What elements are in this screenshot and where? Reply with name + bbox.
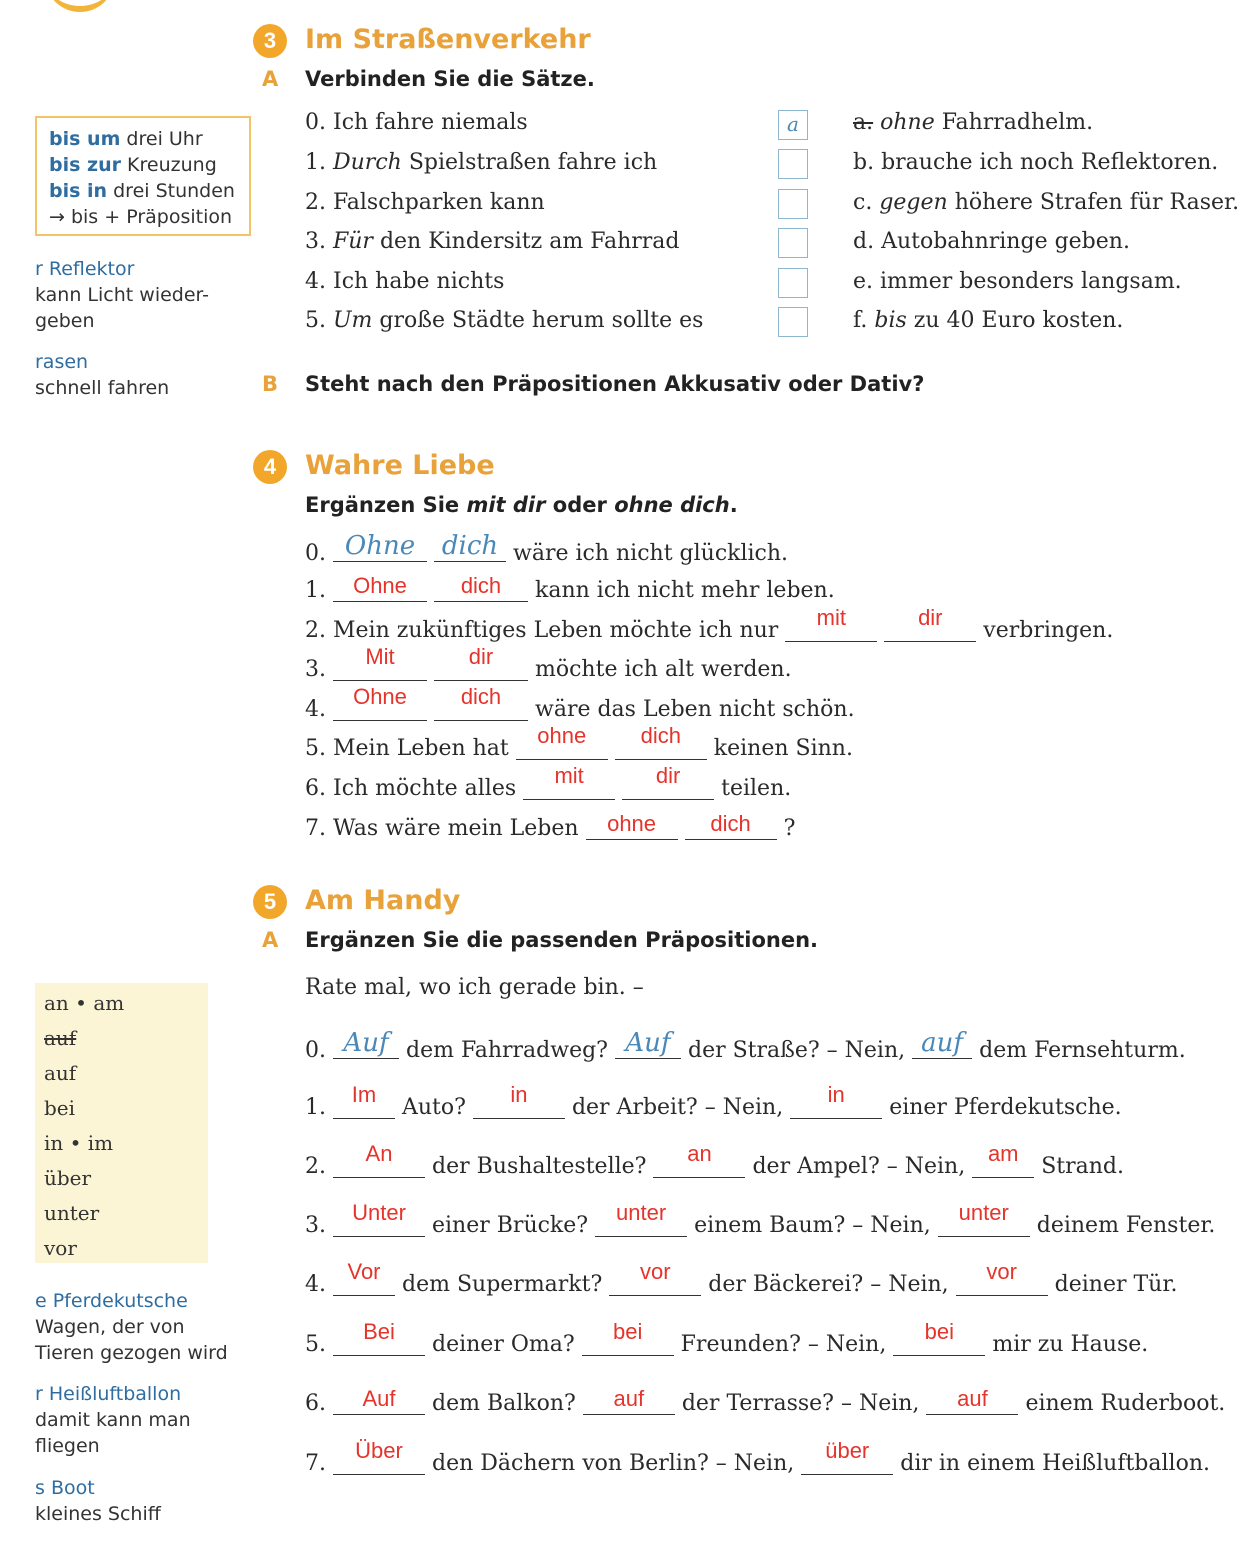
instruction: Steht nach den Präpositionen Akkusativ oder Dativ?	[305, 372, 925, 396]
grammar-text-3: drei Stunden	[113, 180, 235, 202]
fill-blank[interactable]: unter	[938, 1212, 1030, 1237]
fill-blank[interactable]: Mit	[333, 656, 427, 681]
word-box	[35, 983, 208, 1263]
glossary-term: rasen	[35, 351, 89, 373]
matching-right-item: b. brauche ich noch Reflektoren.	[853, 150, 1219, 175]
matching-left-item: 0. Ich fahre niemals	[305, 110, 528, 135]
answer-box[interactable]	[778, 268, 808, 298]
fill-blank[interactable]: unter	[595, 1212, 687, 1237]
exercise-line: 5. Bei deiner Oma? bei Freunden? – Nein, bei mir zu Hause.	[305, 1319, 1149, 1357]
matching-right-item: a. ohne Fahrradhelm.	[853, 110, 1094, 135]
fill-blank[interactable]: bei	[582, 1331, 674, 1356]
glossary-term: r Reflektor	[35, 258, 135, 280]
fill-blank[interactable]: auf	[926, 1390, 1018, 1415]
exercise-line: 6. Ich möchte alles mit dir teilen.	[305, 763, 792, 801]
exercise-line: 7. Was wäre mein Leben ohne dich ?	[305, 811, 796, 841]
exercise-line: 3. Mit dir möchte ich alt werden.	[305, 644, 792, 682]
glossary-definition: kann Licht wieder-	[35, 284, 209, 306]
matching-left-item: 3. Für den Kindersitz am Fahrrad	[305, 229, 680, 254]
fill-blank[interactable]: Auf	[333, 1390, 425, 1415]
section-number-badge: 5	[253, 885, 287, 919]
fill-blank[interactable]: An	[333, 1153, 425, 1178]
word-box-item: über	[44, 1166, 92, 1190]
fill-blank[interactable]: dich	[685, 815, 777, 840]
grammar-box	[35, 116, 251, 236]
glossary-term: r Heißluftballon	[35, 1383, 182, 1405]
fill-blank[interactable]: Ohne	[333, 537, 427, 562]
glossary-definition: kleines Schiff	[35, 1503, 161, 1525]
fill-blank[interactable]: Im	[333, 1094, 395, 1119]
exercise-line: 3. Unter einer Brücke? unter einem Baum? – Nein, unter deinem Fenster.	[305, 1200, 1216, 1238]
fill-blank[interactable]: ohne	[516, 735, 608, 760]
grammar-text-1: drei Uhr	[126, 128, 203, 150]
fill-blank[interactable]: vor	[609, 1271, 701, 1296]
fill-blank[interactable]: auf	[583, 1390, 675, 1415]
part-letter: B	[262, 372, 279, 396]
answer-box[interactable]	[778, 228, 808, 258]
fill-blank[interactable]: ohne	[586, 815, 678, 840]
instruction: Verbinden Sie die Sätze.	[305, 67, 595, 91]
glossary-pferdekutsche	[35, 1288, 228, 1366]
exercise-line: 1. Im Auto? in der Arbeit? – Nein, in einer Pferdekutsche.	[305, 1082, 1122, 1120]
grammar-rule: → bis + Präposition	[49, 206, 233, 228]
fill-blank[interactable]: an	[653, 1153, 745, 1178]
word-box-item-used: auf	[44, 1026, 77, 1050]
section-title: Im Straßenverkehr	[305, 24, 591, 55]
fill-blank[interactable]: Bei	[333, 1331, 425, 1356]
matching-right-item: f. bis zu 40 Euro kosten.	[853, 308, 1124, 333]
matching-left-item: 4. Ich habe nichts	[305, 269, 505, 294]
exercise-line: 6. Auf dem Balkon? auf der Terrasse? – Nein, auf einem Ruderboot.	[305, 1386, 1226, 1416]
fill-blank[interactable]: Vor	[333, 1271, 395, 1296]
exercise-line: 5. Mein Leben hat ohne dich keinen Sinn.	[305, 723, 853, 761]
grammar-bold-3: bis in	[49, 180, 108, 202]
fill-blank[interactable]: Ohne	[333, 577, 427, 602]
section-number-badge: 3	[253, 24, 287, 58]
answer-box[interactable]	[778, 189, 808, 219]
fill-blank[interactable]: vor	[956, 1271, 1048, 1296]
matching-right-item: c. gegen höhere Strafen für Raser.	[853, 190, 1240, 215]
fill-blank[interactable]: dich	[434, 577, 528, 602]
part-letter: A	[262, 928, 279, 952]
glossary-boot	[35, 1475, 161, 1527]
fill-blank[interactable]: mit	[785, 617, 877, 642]
word-box-item: vor	[44, 1236, 77, 1260]
word-box-item: bei	[44, 1096, 76, 1120]
exercise-line: 7. Über den Dächern von Berlin? – Nein, über dir in einem Heißluftballon.	[305, 1438, 1210, 1476]
glossary-definition: damit kann man	[35, 1409, 191, 1431]
matching-left-item: 2. Falschparken kann	[305, 190, 545, 215]
answer-box[interactable]	[778, 149, 808, 179]
word-box-item: in • im	[44, 1131, 114, 1155]
exercise-line: 4. Vor dem Supermarkt? vor der Bäckerei? – Nein, vor deiner Tür.	[305, 1259, 1178, 1297]
section-title: Wahre Liebe	[305, 450, 495, 481]
fill-blank[interactable]: in	[473, 1094, 565, 1119]
instruction: Ergänzen Sie die passenden Präpositionen.	[305, 928, 819, 952]
grammar-bold-1: bis um	[49, 128, 121, 150]
glossary-term: s Boot	[35, 1477, 95, 1499]
fill-blank[interactable]: mit	[523, 775, 615, 800]
fill-blank[interactable]: in	[790, 1094, 882, 1119]
fill-blank[interactable]: dir	[622, 775, 714, 800]
glossary-reflektor	[35, 256, 209, 334]
fill-blank[interactable]: Über	[333, 1450, 425, 1475]
exercise-line: 1. Ohne dich kann ich nicht mehr leben.	[305, 573, 835, 603]
grammar-text-2: Kreuzung	[127, 154, 217, 176]
exercise-line: 2. Mein zukünftiges Leben möchte ich nur mit dir verbringen.	[305, 605, 1114, 643]
glossary-term: e Pferdekutsche	[35, 1290, 188, 1312]
glossary-definition: geben	[35, 310, 95, 332]
fill-blank[interactable]: dich	[615, 735, 707, 760]
part-letter: A	[262, 67, 279, 91]
fill-blank[interactable]: auf	[912, 1034, 972, 1059]
exercise-line: 2. An der Bushaltestelle? an der Ampel? – Nein, am Strand.	[305, 1141, 1125, 1179]
exercise-line: 4. Ohne dich wäre das Leben nicht schön.	[305, 684, 855, 722]
fill-blank[interactable]: dir	[884, 617, 976, 642]
section-title: Am Handy	[305, 885, 461, 916]
glossary-rasen	[35, 349, 169, 401]
fill-blank[interactable]: dich	[434, 696, 528, 721]
matching-right-item: e. immer besonders langsam.	[853, 269, 1182, 294]
grammar-bold-2: bis zur	[49, 154, 121, 176]
word-box-item: unter	[44, 1201, 100, 1225]
fill-blank[interactable]: bei	[893, 1331, 985, 1356]
glossary-definition: Wagen, der von	[35, 1316, 185, 1338]
fill-blank[interactable]: Auf	[615, 1034, 681, 1059]
answer-box[interactable]: a	[778, 110, 808, 140]
exercise-line: 0. Ohne dich wäre ich nicht glücklich.	[305, 531, 789, 566]
fill-blank[interactable]: dich	[434, 537, 506, 562]
instruction: Ergänzen Sie mit dir oder ohne dich.	[305, 493, 738, 517]
word-box-item: auf	[44, 1061, 77, 1085]
fill-blank[interactable]: dir	[434, 656, 528, 681]
glossary-definition: schnell fahren	[35, 377, 170, 399]
exercise-intro: Rate mal, wo ich gerade bin. –	[305, 975, 644, 1000]
section-number-badge: 4	[253, 450, 287, 484]
word-box-item: an • am	[44, 991, 125, 1015]
fill-blank[interactable]: über	[801, 1450, 893, 1475]
glossary-definition: Tieren gezogen wird	[35, 1342, 228, 1364]
matching-left-item: 5. Um große Städte herum sollte es	[305, 308, 704, 333]
fill-blank[interactable]: am	[972, 1153, 1034, 1178]
glossary-definition: fliegen	[35, 1435, 100, 1457]
matching-left-item: 1. Durch Spielstraßen fahre ich	[305, 150, 658, 175]
matching-exercise	[305, 110, 1240, 350]
glossary-heissluftballon	[35, 1381, 191, 1459]
exercise-line: 0. Auf dem Fahrradweg? Auf der Straße? – Nein, auf dem Fernsehturm.	[305, 1028, 1186, 1063]
matching-right-item: d. Autobahnringe geben.	[853, 229, 1130, 254]
answer-box[interactable]	[778, 307, 808, 337]
corner-decoration	[45, 0, 115, 12]
fill-blank[interactable]: Unter	[333, 1212, 425, 1237]
fill-blank[interactable]: Ohne	[333, 696, 427, 721]
fill-blank[interactable]: Auf	[333, 1034, 399, 1059]
